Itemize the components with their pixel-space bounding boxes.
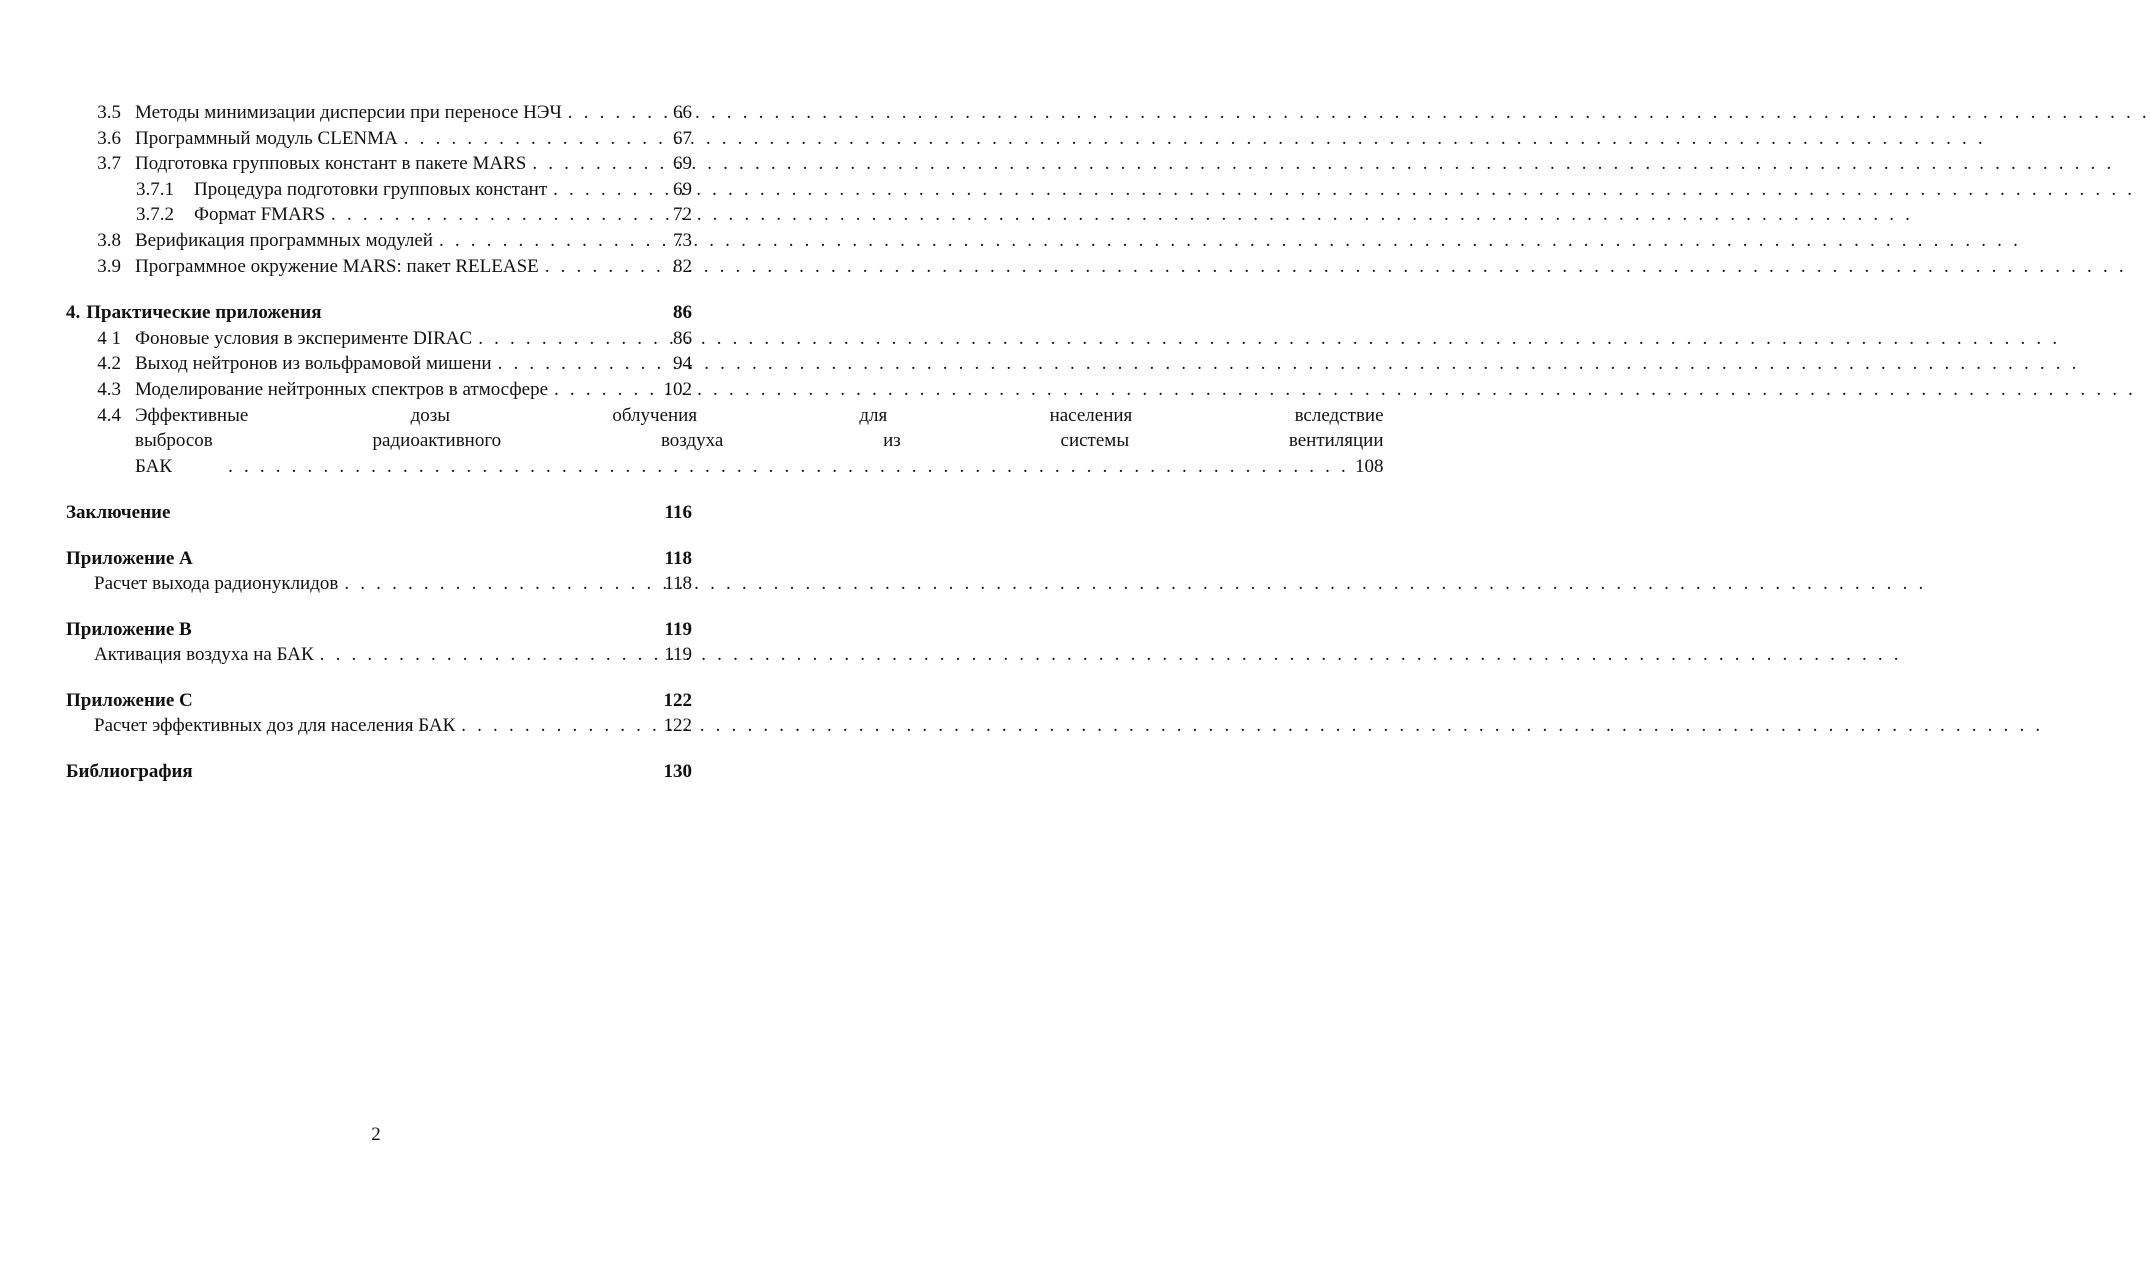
section-page: 116 — [664, 501, 692, 523]
entry-number: 3.7.1 — [136, 178, 174, 200]
entry-number: 3.7.2 — [136, 204, 174, 226]
section-title: Приложение C — [66, 689, 193, 711]
entry-title: Расчет эффективных доз для населения БАК — [94, 715, 456, 737]
dot-leader — [568, 100, 666, 126]
entry-number: 4.3 — [97, 378, 121, 400]
toc-entry — [66, 642, 692, 668]
page-number: 2 — [371, 1124, 381, 1145]
entry-page: 72 — [673, 204, 692, 226]
toc-entry — [66, 377, 692, 403]
toc-entry — [66, 151, 692, 177]
entry-title: Фоновые условия в эксперименте DIRAC — [135, 327, 473, 349]
entry-title: Формат FMARS — [194, 204, 326, 226]
dot-leader — [553, 177, 666, 203]
entry-page: 94 — [673, 353, 692, 375]
entry-number: 3.7 — [97, 153, 121, 175]
entry-page: 73 — [673, 229, 692, 251]
entry-page: 69 — [673, 178, 692, 200]
entry-title: Моделирование нейтронных спектров в атмосфере — [135, 378, 549, 400]
entry-page: 86 — [673, 327, 692, 349]
toc-entry-multiline — [66, 403, 1384, 480]
entry-title: Методы минимизации дисперсии при переносе НЭЧ — [135, 102, 562, 123]
entry-page: 108 — [1355, 456, 1384, 478]
dot-leader — [320, 642, 659, 668]
entry-number: 3.8 — [97, 229, 121, 251]
toc-entry — [66, 326, 692, 352]
entry-title-line: БАК — [135, 456, 173, 478]
toc-entry — [66, 202, 692, 228]
entry-title-last-line — [135, 454, 1384, 480]
toc-entry — [66, 571, 692, 597]
dot-leader — [532, 151, 666, 177]
entry-number: 4.4 — [97, 404, 121, 426]
dot-leader — [228, 454, 1349, 480]
entry-number: 4.2 — [97, 353, 121, 375]
entry-page: 118 — [664, 573, 692, 595]
section-page: 118 — [664, 547, 692, 569]
dot-leader — [554, 377, 657, 403]
entry-page: 66 — [673, 102, 692, 123]
toc-section — [66, 759, 692, 785]
entry-title: Расчет выхода радионуклидов — [94, 573, 339, 595]
table-of-contents — [66, 100, 1384, 785]
toc-entry — [66, 254, 692, 280]
entry-title-line: выбросов радиоактивного воздуха из системы вентиляции — [135, 430, 1384, 452]
entry-number: 3.6 — [97, 127, 121, 149]
entry-page: 67 — [673, 127, 692, 149]
toc-section — [66, 688, 692, 714]
entry-title: Процедура подготовки групповых констант — [194, 178, 548, 200]
toc-section — [66, 617, 692, 643]
entry-title-line: Эффективные дозы облучения для населения вследствие — [135, 404, 1384, 426]
toc-entry — [66, 126, 692, 152]
entry-title: Программное окружение MARS: пакет RELEASE — [135, 255, 539, 277]
section-title: Приложение A — [66, 547, 193, 569]
dot-leader — [478, 326, 666, 352]
toc-chapter — [66, 300, 692, 326]
entry-number: 4 1 — [97, 327, 121, 349]
toc-entry — [66, 228, 692, 254]
entry-title-block — [135, 403, 1384, 480]
toc-entry — [66, 177, 692, 203]
toc-section — [66, 500, 692, 526]
dot-leader — [545, 254, 666, 280]
chapter-page: 86 — [673, 302, 692, 324]
entry-page: 82 — [673, 255, 692, 277]
toc-entry — [66, 100, 692, 126]
dot-leader — [344, 571, 658, 597]
dot-leader — [331, 202, 666, 228]
toc-section — [66, 546, 692, 572]
section-page: 119 — [664, 618, 692, 640]
dot-leader — [439, 228, 666, 254]
toc-entry — [66, 351, 692, 377]
dot-leader — [404, 126, 666, 152]
section-title: Заключение — [66, 501, 171, 523]
entry-number: 3.5 — [97, 102, 121, 123]
entry-title: Активация воздуха на БАК — [94, 644, 314, 666]
entry-number: 3.9 — [97, 255, 121, 277]
entry-title: Выход нейтронов из вольфрамовой мишени — [135, 353, 492, 375]
toc-entry — [66, 713, 692, 739]
chapter-number: 4. — [66, 302, 81, 324]
section-title: Приложение B — [66, 618, 192, 640]
entry-page: 102 — [663, 378, 692, 400]
section-page: 122 — [663, 689, 692, 711]
section-page: 130 — [663, 761, 692, 783]
entry-title: Верификация программных модулей — [135, 229, 433, 251]
entry-page: 69 — [673, 153, 692, 175]
dot-leader — [461, 713, 657, 739]
entry-title: Программный модуль CLENMA — [135, 127, 398, 149]
entry-page: 119 — [664, 644, 692, 666]
chapter-title: Практические приложения — [86, 302, 322, 324]
entry-page: 122 — [663, 715, 692, 737]
dot-leader — [498, 351, 666, 377]
entry-title: Подготовка групповых констант в пакете MARS — [135, 153, 527, 175]
section-title: Библиография — [66, 761, 193, 783]
